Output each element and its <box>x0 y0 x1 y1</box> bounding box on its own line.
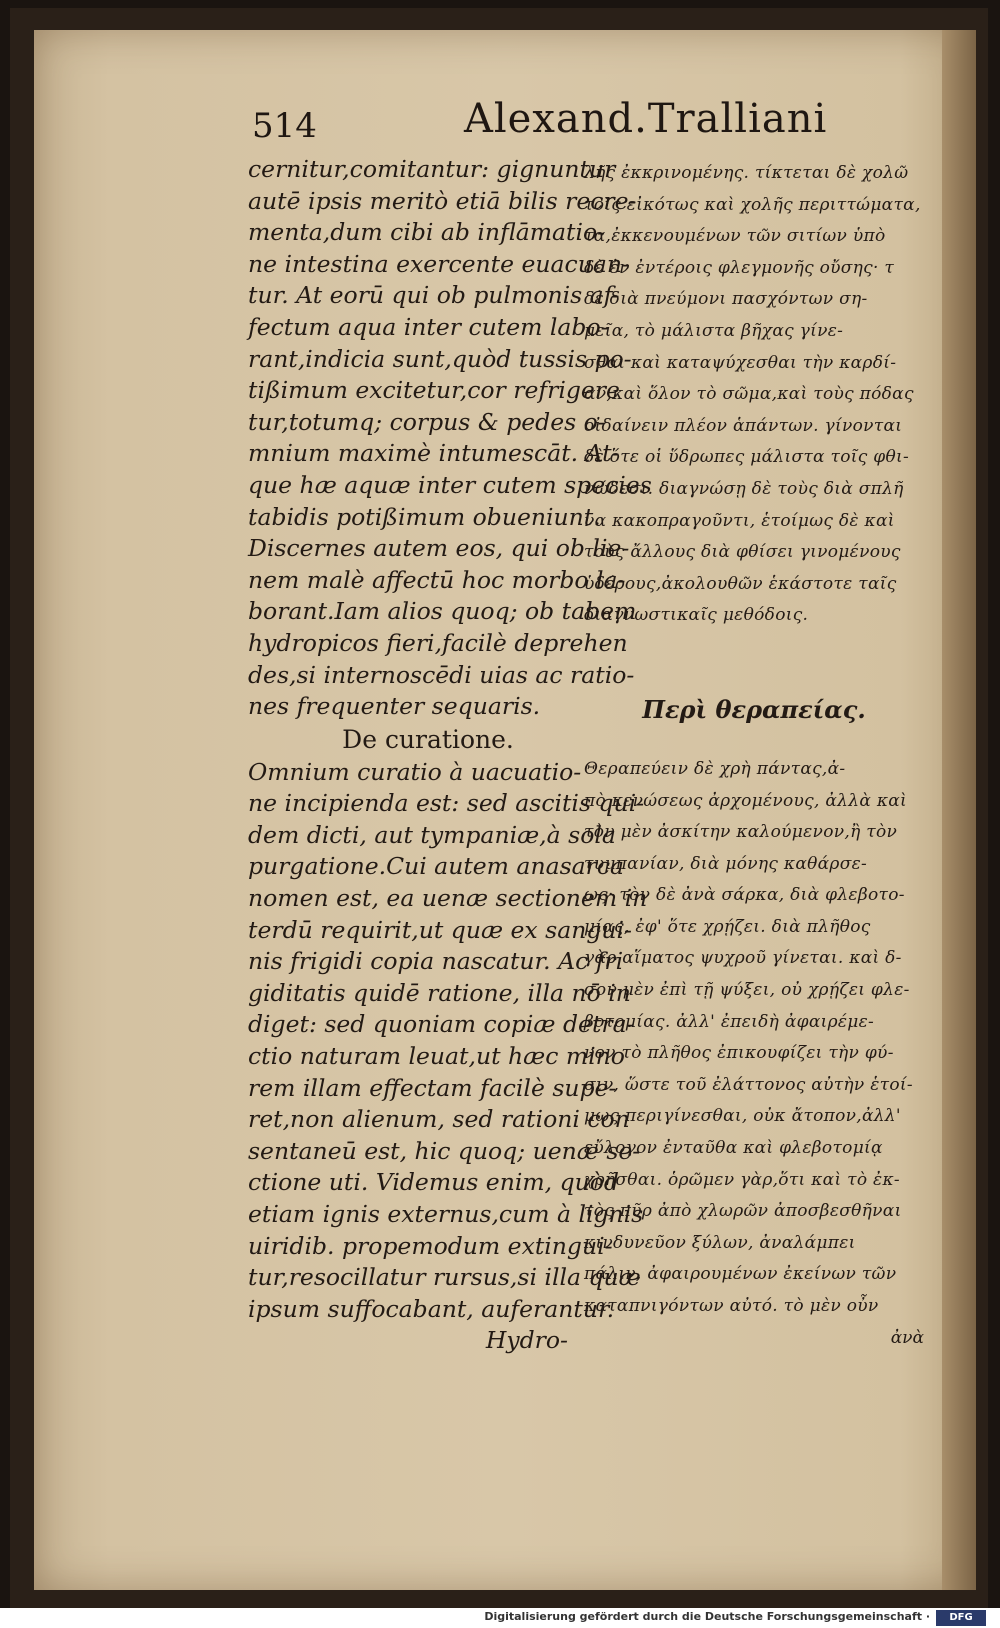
greek-line: βοτομίας. ἀλλ' ἐπειδὴ ἀφαιρέμε- <box>584 1011 875 1032</box>
latin-line: nomen est, ea uenæ sectionem in <box>248 884 648 913</box>
greek-line: τυμπανίαν, διὰ μόνης καθάρσε- <box>584 853 868 874</box>
greek-line: τα,ἐκκενουμένων τῶν σιτίων ὑπὸ <box>584 226 886 247</box>
latin-line: giditatis quidē ratione, illa nō in <box>248 978 631 1007</box>
latin-line: tur,totumq; corpus & pedes o- <box>248 407 606 436</box>
dfg-logo: DFG <box>936 1610 986 1626</box>
latin-text-part2 <box>248 757 648 1326</box>
greek-line: δὲ ἐν ἐντέροις φλεγμονῆς οὔσης· τ <box>584 257 895 278</box>
latin-line: cernitur,comitantur: gignuntur <box>248 155 616 183</box>
greek-line: Θεραπεύειν δὲ χρὴ πάντας,ἀ- <box>584 758 846 779</box>
greek-line: ὑδέρους,ἀκολουθῶν ἑκάστοτε ταῖς <box>584 573 897 594</box>
greek-line: οἰδαίνειν πλέον ἁπάντων. γίνονται <box>584 415 903 436</box>
latin-line: des,si internoscēdi uias ac ratio- <box>248 660 635 689</box>
latin-line: Omnium curatio à uacuatio- <box>248 757 582 786</box>
latin-line: ctio naturam leuat,ut hæc mino <box>248 1042 625 1071</box>
greek-text-part1 <box>584 158 924 632</box>
greek-line: χρῆσθαι. ὁρῶμεν γὰρ,ὅτι καὶ τὸ ἐκ- <box>584 1169 900 1190</box>
latin-line: fectum aqua inter cutem labo- <box>248 312 609 341</box>
digitization-footer <box>0 1608 1000 1628</box>
greek-line: δὲ διὰ πνεύμονι πασχόντων ση- <box>584 289 868 310</box>
greek-text-part2 <box>584 754 924 1323</box>
latin-line: terdū requirit,ut quæ ex sangui- <box>248 915 632 944</box>
greek-catchword: ἀνὰ <box>890 1327 924 1348</box>
greek-line: πὸ κενώσεως ἀρχομένους, ἀλλὰ καὶ <box>584 790 908 811</box>
greek-line: νον τὸ πλῆθος ἐπικουφίζει τὴν φύ- <box>584 1043 894 1064</box>
latin-line: hydropicos fieri,facilè deprehen <box>248 628 628 657</box>
latin-line: sentaneū est, hic quoq; uenæ se- <box>248 1136 641 1165</box>
latin-line: tur. At eorū qui ob pulmonis af- <box>248 281 620 310</box>
greek-line: τοὺς ἄλλους διὰ φθίσει γινομένους <box>584 542 901 563</box>
book-page <box>34 30 976 1590</box>
header-title: Alexand.Tralliani <box>464 96 828 142</box>
latin-line: ne incipienda est: sed ascitis qui- <box>248 789 645 818</box>
scan-frame <box>10 8 988 1608</box>
latin-line: nis frigidi copia nascatur. Ac fri <box>248 947 624 976</box>
greek-line: αν,καὶ ὅλον τὸ σῶμα,καὶ τοὺς πόδας <box>584 384 914 405</box>
latin-text-part1 <box>248 154 652 723</box>
latin-line: que hæ aquæ inter cutem species <box>248 470 652 499</box>
latin-line: dem dicti, aut tympaniæ,à sola <box>248 820 616 849</box>
greek-line: διαγνωστικαῖς μεθόδοις. <box>584 605 809 626</box>
greek-section-heading: Περὶ θεραπείας. <box>642 694 866 724</box>
latin-line: tabidis potißimum obueniunt. <box>248 502 601 531</box>
funding-credit: Digitalisierung gefördert durch die Deutsche Forschungsgemeinschaft · <box>484 1610 930 1623</box>
greek-line: σον μὲν ἐπὶ τῇ ψύξει, οὐ χρῄζει φλε- <box>584 980 910 1001</box>
greek-line: να κακοπραγοῦντι, ἑτοίμως δὲ καὶ <box>584 510 895 531</box>
latin-line: purgatione.Cui autem anasarca <box>248 852 625 881</box>
latin-line: nem malè affectū hoc morbo la- <box>248 565 626 594</box>
greek-line: τὸν μὲν ἀσκίτην καλούμενον,ἢ τὸν <box>584 822 898 843</box>
latin-line: ipsum suffocabant, auferantur. <box>248 1294 615 1323</box>
greek-line: μως περιγίνεσθαι, οὐκ ἄτοπον,ἀλλ' <box>584 1106 901 1127</box>
greek-line: λῆς ἐκκρινομένης. τίκτεται δὲ χολῶ <box>584 163 909 183</box>
latin-line: rant,indicia sunt,quòd tussis po- <box>248 344 632 373</box>
page-number: 514 <box>252 106 317 146</box>
page-edge <box>942 30 976 1590</box>
greek-line: κινδυνεῦον ξύλων, ἀναλάμπει <box>584 1232 856 1253</box>
latin-line: Discernes autem eos, qui ob lie- <box>248 534 630 563</box>
greek-line: πάλιν, ἀφαιρουμένων ἐκείνων τῶν <box>584 1264 897 1285</box>
column-gap <box>584 732 924 754</box>
greek-line: μεῖα, τὸ μάλιστα βῆχας γίνε- <box>584 320 844 341</box>
greek-line: τοῖς εἰκότως καὶ χολῆς περιττώματα, <box>584 194 921 215</box>
latin-line: rem illam effectam facilè supe- <box>248 1073 617 1102</box>
latin-line: menta,dum cibi ab inflāmatio- <box>248 218 606 247</box>
greek-line: νώδεσι. διαγνώσῃ δὲ τοὺς διὰ σπλῆ <box>584 478 904 499</box>
latin-line: ret,non alienum, sed rationi con <box>248 1105 630 1134</box>
latin-line: uiridib. propemodum extingui- <box>248 1231 613 1260</box>
latin-line: borant.Iam alios quoq; ob tabem <box>248 597 637 626</box>
greek-line: μίας, ἐφ' ὅτε χρῄζει. διὰ πλῆθος <box>584 916 871 937</box>
latin-line: tur,resocillatur rursus,si illa quæ <box>248 1263 641 1292</box>
latin-column <box>248 154 652 1357</box>
greek-line: σιν, ὥστε τοῦ ἐλάττονος αὐτὴν ἑτοί- <box>584 1074 913 1095</box>
latin-line: ctione uti. Videmus enim, quòd <box>248 1168 619 1197</box>
greek-line: τὸς πῦρ ἀπὸ χλωρῶν ἀποσβεσθῆναι <box>584 1201 902 1222</box>
greek-line: ως· τὸν δὲ ἀνὰ σάρκα, διὰ φλεβοτο- <box>584 885 905 906</box>
latin-line: tißimum excitetur,cor refrigere <box>248 376 620 405</box>
greek-line: σθαι καὶ καταψύχεσθαι τὴν καρδί- <box>584 352 897 373</box>
running-head <box>34 96 976 152</box>
latin-line: etiam ignis externus,cum à lignis <box>248 1200 644 1228</box>
latin-section-heading: De curatione. <box>342 724 514 754</box>
latin-line: mnium maximè intumescāt. At- <box>248 439 620 468</box>
column-gap <box>584 632 924 688</box>
greek-line: γὰρ αἵματος ψυχροῦ γίνεται. καὶ δ- <box>584 948 902 969</box>
greek-line: εὔλογον ἐνταῦθα καὶ φλεβοτομίᾳ <box>584 1138 883 1159</box>
latin-line: nes frequenter sequaris. <box>248 692 541 721</box>
greek-line: καταπνιγόντων αὐτό. τὸ μὲν οὖν <box>584 1296 879 1316</box>
greek-line: δὲ ὅτε οἱ ὕδρωπες μάλιστα τοῖς φθι- <box>584 447 910 468</box>
greek-column <box>584 158 924 1354</box>
latin-line: ne intestina exercente euacuan- <box>248 249 630 278</box>
latin-line: autē ipsis meritò etiā bilis recre- <box>248 186 637 215</box>
latin-line: diget: sed quoniam copiæ detra- <box>248 1010 635 1039</box>
latin-catchword: Hydro- <box>485 1326 568 1355</box>
